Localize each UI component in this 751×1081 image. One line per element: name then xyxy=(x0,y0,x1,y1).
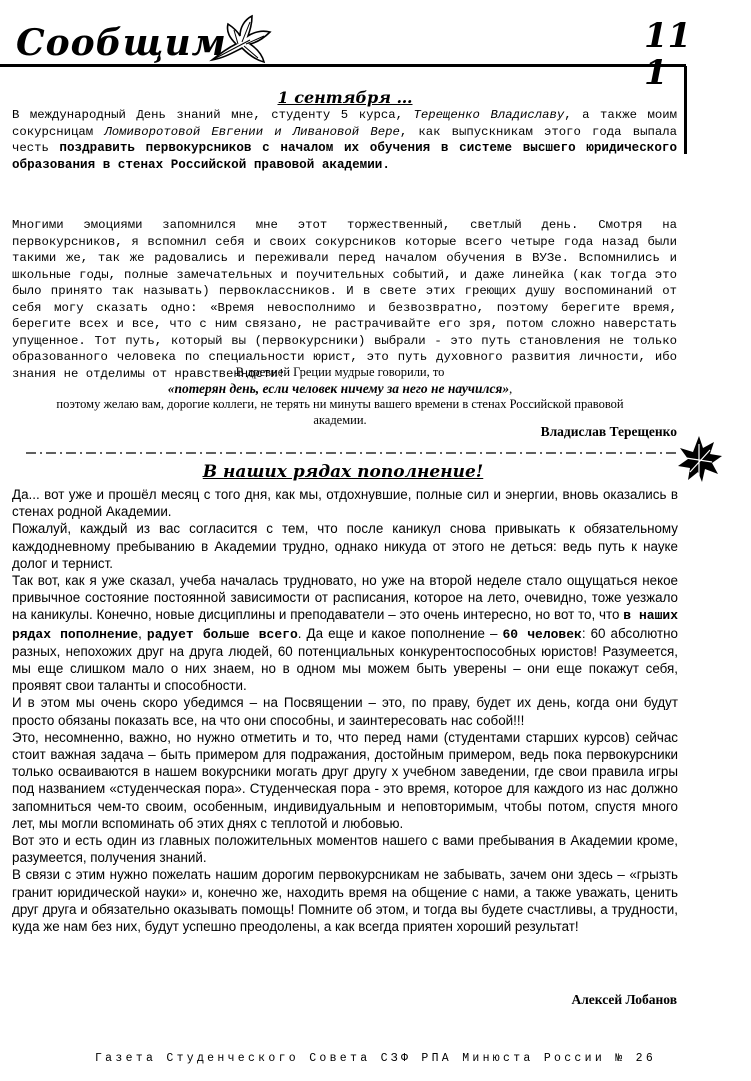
article2-paragraph: Пожалуй, каждый из вас согласится с тем, что после каникул снова привыкать к обязательному каждодневному пребыванию в Академии трудно, однако никуда от этого не деться: ведь путь к науке долог и тернист. xyxy=(12,521,678,571)
article1-signature: Владислав Терещенко xyxy=(540,424,677,439)
section-title: Сообщим xyxy=(16,22,227,64)
header-vertical-rule xyxy=(684,66,687,154)
article2-title: В наших рядах пополнение! xyxy=(202,462,484,482)
article1-intro: В международный День знаний мне, студенту 5 курса, Терещенко Владиславу, а также моим сокурсницам Ломиворотовой Евгении и Ливановой Вере, как выпускникам этого года выпала честь поздравить первокурсников с началом их обучения в системе высшего юридического образования в стенах Российской правовой академии. xyxy=(12,108,678,172)
article2-paragraph: И в этом мы очень скоро убедимся – на Посвящении – это, по праву, будет их день, когда они будут просто обязаны показать все, на что они способны, и заинтересовать нас собой!!! xyxy=(12,695,678,728)
article1-title: 1 сентября … xyxy=(277,88,413,107)
header-rule xyxy=(0,64,686,67)
article2-paragraph: Да... вот уже и прошёл месяц с того дня, как мы, отдохнувшие, полные сил и энергии, вновь оказались в стенах родной Академии. xyxy=(12,487,678,520)
maple-leaf-icon xyxy=(208,14,272,66)
page-number: 111 xyxy=(644,16,692,93)
dashed-separator xyxy=(26,445,676,461)
article2-paragraph: Это, несомненно, важно, но нужно отметить и то, что перед нами (студентами старших курсов) сейчас стоит важная задача – быть примером для подражания, достойным примером, ведь пока первокурсники только осваиваются в нашем вокурсники могать друг другу х учебном заведении, где свои правила игры под названием «студенческая пора». Студенческая пора - это время, которое для каждого из нас должно запомниться чем-то своим, особенным, индивидуальным и неповторимым, чтобы потом, спустя много лет, мы могли вспоминать об этих днях с теплотой и любовью. xyxy=(12,729,678,831)
page-footer: Газета Студенческого Совета СЗФ РПА Минюста России № 26 xyxy=(94,1052,657,1065)
article2-paragraph: Вот это и есть один из главных положительных моментов нашего с вами пребывания в Академии кроме, разумеется, получения знаний. xyxy=(12,833,678,866)
article2-body xyxy=(12,486,678,935)
article2-paragraph: В связи с этим нужно пожелать нашим дорогим первокурсникам не забывать, зачем они здесь – «грызть гранит юридической науки» и, конечно же, находить время на общение с нами, а также уважать, ценить друг друга и обязательно оказывать помощь! Помните об этом, и тогда вы будете счастливы, а трудности, куда же нам без них, будут успешно преодолены, а как всегда приятен хороший результат! xyxy=(12,867,678,935)
article1-quote: В древней Греции мудрые говорили, то «потерян день, если человек ничему за него не научился», поэтому желаю вам, дорогие коллеги, не терять ни минуты вашего времени в стенах Российской правовой академии. xyxy=(56,365,624,427)
article2-paragraph: Так вот, как я уже сказал, учеба началась трудновато, но уже на второй неделе стало ощущаться некое привычное состояние постоянной зависимости от расписания, которое на лето, очевидно, тоже уезжало на каникулы. Конечно, новые дисциплины и преподаватели – это очень интересно, но вот то, что в наших рядах пополнение, радует больше всего. Да еще и какое пополнение – 60 человек: 60 абсолютно разных, непохожих друг на друга людей, 60 потенциальных конкурентоспособных юристов! Разумеется, мы еще слишком мало о них знаем, но в одном мы можем быть уверены – они еще покажут себя, проявят свои таланты и способности. xyxy=(12,573,679,694)
article1-paragraph: Многими эмоциями запомнился мне этот торжественный, светлый день. Смотря на первокурсников, я вспомнил себя и своих сокурсников которые всего четыре года назад были такими же, так же радовались и переживали перед началом обучения в ВУЗе. Вспомнились и школьные годы, полные замечательных и поучительных событий, и даже линейка (как тогда это было принято так называть) первоклассников. И в свете этих греющих душу воспоминаний от себя могу сказать одно: «Время невосполнимо и безвозвратно, поэтому берегите время, берегите всех и все, что с ним связано, не растрачивайте его зря, потом сложно наверстать упущенное. Тот путь, который вы (первокурсники) выбрали - это путь становления не только образованного человека по специальности юрист, это путь духовного развития личности, ибо знания не отделимы от нравственности! xyxy=(12,218,677,381)
article2-signature: Алексей Лобанов xyxy=(571,992,677,1007)
